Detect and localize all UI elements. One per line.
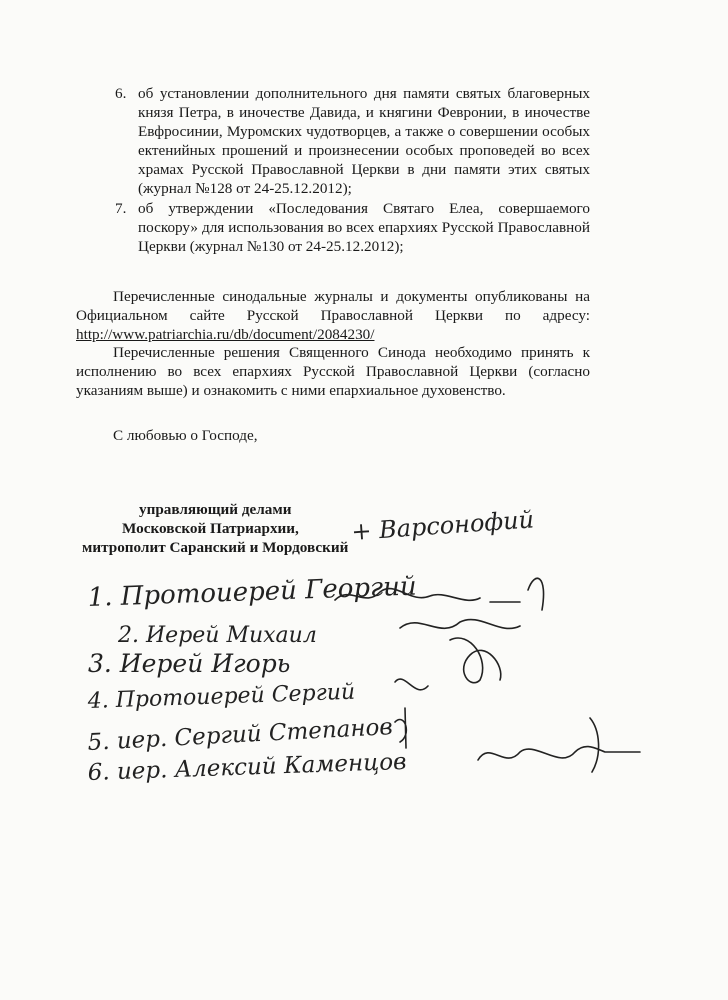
item-text: об установлении дополнительного дня памяти святых благоверных князя Петра, в иночестве Давида, и княгини Февронии, в иночестве Евфросинии, Муромских чудотворцев, а также о совершении особых ектенийных прошений и произнесении особых проповедей во всех храмах Русской Православной Церкви в дни памяти этих святых (журнал №128 от 24-25.12.2012); [138, 85, 590, 197]
handwritten-list-item: 1. Протоиерей Георгий [87, 571, 418, 613]
greeting: С любовью о Господе, [113, 427, 258, 444]
instruction-paragraph: Перечисленные решения Священного Синода необходимо принять к исполнению во всех епархиях Русской Православной Церкви (согласно указаниям выше) и ознакомить с ними епархиальное духовенство. [76, 344, 590, 399]
handwritten-list-item: 4. Протоиерей Сергий [87, 679, 356, 714]
signature-scribbles [335, 578, 640, 772]
signature-line-2: Московской Патриархии, [122, 520, 299, 537]
handwritten-list-item: 6. иер. Алексий Каменцов [87, 748, 407, 786]
handwritten-list-item: 2. Иерей Михаил [118, 623, 317, 648]
signature-line-3: митрополит Саранский и Мордовский [82, 539, 349, 556]
patriarchia-link[interactable]: http://www.patriarchia.ru/db/document/2084230/ [76, 326, 375, 343]
handwritten-signature-varsonofiy: + Варсонофий [350, 505, 535, 546]
handwritten-list-item: 5. иер. Сергий Степанов [86, 714, 394, 756]
signature-line-1: управляющий делами [139, 501, 292, 518]
handwritten-list-item: 3. Иерей Игорь [88, 649, 291, 678]
item-number: 6. [115, 85, 127, 102]
item-text: об утверждении «Последования Святаго Елеа, совершаемого поскору» для использования во всех епархиях Русской Православной Церкви (журнал №130 от 24-25.12.2012); [138, 200, 590, 255]
publication-text: Перечисленные синодальные журналы и документы опубликованы на Официальном сайте Русской Православной Церкви по адресу: [76, 288, 590, 324]
item-number: 7. [115, 200, 127, 217]
